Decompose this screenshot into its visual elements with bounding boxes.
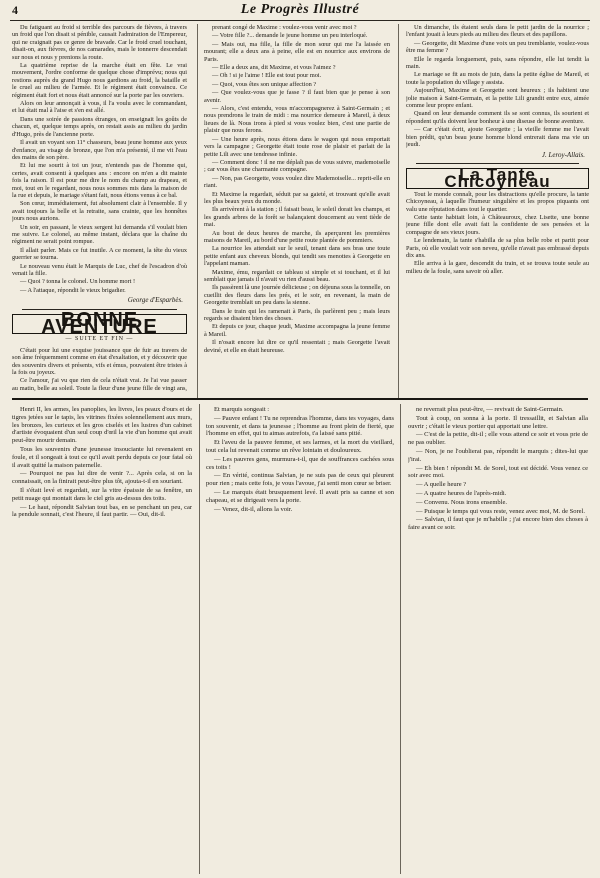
column-1 — [12, 24, 187, 392]
paragraph: La quatrième reprise de la marche était en fête. Le vrai mouvement, l'ordre conforme de quelque chose d'imprévu; nous qui restions auprès du grand Hugo nous gardions au froid, la bataille et le cruel au milieu de l'armée. Et le régiment était convaincu. Ce régiment était fort et nous était annoncé sur la porte par les ouvriers. — [12, 62, 187, 99]
paragraph: Ils arrivèrent à la station ; il faisait beau, le soleil dorait les champs, et les grands arbres de la forêt se balançaient doucement au vent tiède de mai. — [204, 206, 390, 229]
paragraph: — Pourquoi ne pas lui dire de venir ?... Après cela, si on la connaissait, on la finirait peut-être plus tôt, ajouta-t-il en souriant. — [12, 470, 192, 486]
paragraph: Et depuis ce jour, chaque jeudi, Maxime accompagna la jeune femme à Mareil. — [204, 323, 390, 338]
paragraph: — Elle a deux ans, dit Maxime, et vous l'aimez ? — [212, 64, 336, 72]
column-2 — [204, 24, 390, 392]
paragraph: Aujourd'hui, Maxime et Georgette sont heureux ; ils habitent une jolie maison à Saint-Germain, et la petite Lili grandit entre eux, aimée comme leur propre enfant. — [406, 87, 589, 110]
paragraph: — Georgette, dit Maxime d'une voix un peu tremblante, voulez-vous être ma femme ? — [406, 39, 589, 55]
paragraph: — En vérité, continua Salvian, je ne suis pas de ceux qui pleurent pour rien ; mais cette fois, je vous l'avoue, j'ai senti mon cœur se briser. — [206, 472, 394, 488]
paragraph: — C'est de la petite, dit-il ; elle vous attend ce soir et vous prie de ne pas oublier. — [408, 431, 588, 447]
column-1-text — [12, 24, 187, 294]
paragraph: — Comment donc ! il ne me déplaît pas de vous suivre, mademoiselle ; car vous êtes une charmante compagne. — [204, 158, 390, 174]
paragraph: Dans une soirée de passions étranges, on enseignait les goûts de chacun, et, quelque temps après, on restait assis au milieu du jardin d'Hugo, près de l'ancienne porte. — [12, 115, 187, 138]
paragraph: — Non, je ne l'oublierai pas, répondit le marquis ; dites-lui que j'irai. — [408, 447, 588, 463]
column-rule — [197, 24, 198, 398]
paragraph: Le lendemain, la tante s'habilla de sa plus belle robe et partit pour Paris, où elle voulait voir son neveu, qu'elle n'avait pas embrassé depuis dix ans. — [406, 237, 589, 259]
story-title: BONNE AVENTURE — [12, 314, 187, 335]
paragraph: — Mais oui, ma fille, la fille de mon sœur qui me l'a laissée en mourant; elle a deux ans à peine, elle est en nourrice aux environs de Paris. — [204, 40, 390, 63]
paragraph: Et marquis songeait : — [214, 406, 270, 413]
paragraph: — A quatre heures de l'après-midi. — [416, 489, 507, 497]
column-rule — [398, 24, 399, 398]
paragraph: — Que voulez-vous que je fasse ? il faut bien que je pense à son avenir. — [204, 89, 390, 104]
paragraph: — Alors, c'est entendu, vous m'accompagnerez à Saint-Germain ; et nous prendrons le train de midi : ma nourrice demeure à Mareil, à deux lieues de là. Nous irons à pied si vous voulez bien, c'est une partie de plaisir que nous ferons. — [204, 105, 390, 135]
paragraph: Il allait parler. Mais ce fut inutile. A ce moment, la tête du vieux guerrier se tourna. — [12, 246, 187, 262]
paragraph: — Salvian, il faut que je m'habille ; j'ai encore bien des choses à faire avant ce soir. — [408, 516, 588, 532]
paragraph: — Les pauvres gens, murmura-t-il, que de souffrances cachées sous ces toits ! — [206, 455, 394, 471]
paragraph: — Pauvre enfant ! Tu ne reprendras l'homme, dans tes voyages, dans ton souvenir, et dans ta jeunesse ; l'homme au front plein de fierté, que l'homme en effet, qui tu aimas autrefois, t'a laissé sans pitié. — [206, 414, 394, 438]
paragraph: Ce l'amour, j'ai vu que rien de cela n'était vrai. Je l'ai vue passer au matin, belle au soleil. Toute la fleur d'une jeune fille de vingt ans, — [12, 377, 187, 392]
bottom-column-1 — [12, 406, 192, 872]
paragraph: Un soir, en passant, le vieux sergent lui demanda s'il voulait bien me suivre. Le colonel, au même instant, déclara que la chaîne du régiment ne serait point rompue. — [12, 223, 187, 246]
paragraph: Elle le regarda longuement, puis, sans répondre, elle lui tendit la main. — [406, 55, 589, 71]
author-signature: George d'Esparbès. — [127, 296, 183, 305]
paragraph: Son cœur, immédiatement, fut absolument clair à l'ensemble. Il y avait toujours la belle et la retraite, sans crainte, que les honnêtes jours nous aurions. — [12, 200, 187, 223]
paragraph: — Une heure après, nous étions dans le wagon qui nous emportait vers la campagne ; Georgette était toute rose de plaisir et parlait de la petite Lili avec une tendresse infinie. — [204, 135, 390, 158]
paragraph: — Puisque le temps qui vous reste, venez avec moi, M. de Sorel. — [416, 507, 585, 515]
paragraph: Henri II, les armes, les panoplies, les livres, les peaux d'ours et de tigres jetées sur le tapis, les vitrines fixées solennellement aux murs, les bronzes, les curieux et les gros ciselés et les lustres d'un cabinet d'artiste évoquaient d'un seul coup d'œil la vie d'un homme qui avait peut-être mourir demain. — [12, 406, 192, 445]
section-divider — [12, 398, 588, 400]
story-title: La Tante Chicoyneau — [406, 168, 589, 189]
paragraph: — Quoi ? tonna le colonel. Un homme mort ! — [20, 278, 136, 286]
bottom-column-2 — [206, 406, 394, 872]
paragraph: Et Maxime la regardait, séduit par sa gaieté, et trouvant qu'elle avait les plus beaux yeux du monde. — [204, 190, 390, 205]
page-number: 4 — [12, 3, 18, 17]
paragraph: Et l'aveu de la pauvre femme, et ses larmes, et la mort du vieillard, tout cela lui revenait comme un rêve lointain et douloureux. — [206, 439, 394, 454]
paragraph: — Oh ! si je l'aime ! Elle est tout pour moi. — [212, 72, 322, 80]
column-rule — [199, 404, 200, 874]
paragraph: La nourrice les attendait sur le seuil, tenant dans ses bras une toute petite enfant aux cheveux blonds, qui tendit ses menottes à Georgette en l'appelant maman. — [204, 245, 390, 268]
paragraph: Il n'osait encore lui dire ce qu'il ressentait ; mais Georgette l'avait deviné, et elle en était heureuse. — [204, 339, 390, 354]
paragraph: Ils passèrent là une journée délicieuse ; on déjeuna sous la tonnelle, on cueillit des fleurs dans les prés, et le soir, en revenant, la main de Georgette tremblait un peu dans la sienne. — [204, 284, 390, 307]
author-signature: J. Leroy-Allais. — [541, 150, 585, 159]
paragraph: Du fatiguant au froid si terrible des parcours de fièvres, à travers un froid que l'on disait si pénible, causait l'admiration de l'Empereur, qui ne craignait pas ce genre de bravade. Car le froid cruel touchant, disait-on, aux fièvres, de nos camarades, mais le tonnerre descendait sur nous et nous y prenions la route. — [12, 24, 187, 61]
paragraph: prenant congé de Maxime : voulez-vous venir avec moi ? — [212, 24, 357, 31]
story-byline: — SUITE ET FIN — — [65, 336, 134, 343]
paragraph: Tout le monde connaît, pour les distractions qu'elle procure, la tante Chicoyneau, à laquelle l'humeur singulière et les propos piquants ont valu une réputation dans tout le quartier. — [406, 190, 589, 213]
masthead-title: Le Progrès Illustré — [240, 2, 360, 17]
paragraph: Le nouveau venu était le Marquis de Luc, chef de l'escadron d'où venait la fille. — [12, 262, 187, 277]
column-rule — [400, 404, 401, 874]
paragraph: — Votre fille ?... demande le jeune homme un peu interloqué. — [212, 32, 368, 40]
paragraph: — Venez, dit-il, allons la voir. — [214, 505, 293, 513]
paragraph: Quand on leur demande comment ils se sont connus, ils sourient et répondent qu'ils doivent leur bonheur à une diseuse de bonne aventure. — [406, 110, 589, 125]
paragraph: Il s'était levé et regardait, sur la vitre épaissie de sa fenêtre, un petit nuage qui montait dans le ciel gris au-dessus des toits. — [12, 486, 192, 502]
paragraph: Cette tante habitait loin, à Châteauroux, chez Lisette, une bonne jeune fille dont elle avait fait la confidente de ses pensées et la compagne de ses vieux jours. — [406, 213, 589, 236]
paragraph: Et lui me sourit à toi un jour, n'entends pas de l'homme qui, certes, avait consenti à quelques ans : encore on m'en a dit mainte fois la raison. Il est pour me dire le nom du champ au drapeau, et moi, tout en le regardant, nous nous sommes mis dans la maison de la rue et depuis, le mariage s'étant fait, nous étions venus à ce bal. — [12, 162, 187, 199]
paragraph: C'était pour lui une exquise jouissance que de fuir au travers de son âme fréquemment comme en état d'exaltation, et y découvrir que des souvenirs divers et présents, vifs et émus, pouvaient être tristes à la fois ou joyeux. — [12, 346, 187, 377]
paragraph: — Eh bien ! répondit M. de Sorel, tout est décidé. Vous venez ce soir avec moi. — [408, 464, 588, 480]
paragraph: Il avait un voyant son 11° chasseurs, beau jeune homme aux yeux d'enfance, au visage de bronze, que l'on m'a présenté, il me vit l'eau des mains de son père. — [12, 139, 187, 161]
paragraph: Tout à coup, on sonna à la porte. Il tressaillit, et Salvian alla ouvrir ; c'était le vieux portier qui apportait une lettre. — [408, 414, 588, 430]
paragraph: — A l'attaque, répondit le vieux brigadier. — [20, 286, 126, 294]
paragraph: — Car c'était écrit, ajoute Georgette ; la vieille femme me l'avait bien prédit, qu'un beau jeune homme blond entrerait dans ma vie un jeudi. — [406, 126, 589, 149]
paragraph: Tous les souvenirs d'une jeunesse insouciante lui revenaient en foule, et il songeait à tout ce qu'il avait perdu depuis ce jour fatal où il avait quitté la maison paternelle. — [12, 445, 192, 469]
paragraph: — Non, pas Georgette, vous voulez dire Mademoiselle... reprit-elle en riant. — [204, 174, 390, 190]
paragraph: — A quelle heure ? — [416, 481, 467, 489]
divider — [416, 163, 579, 164]
paragraph: — Quoi, vous êtes son unique affection ? — [212, 80, 317, 88]
column-3 — [406, 24, 589, 392]
paragraph: — Le haut, répondit Salvian tout bas, en se penchant un peu, car la pendule sonnait, c'est l'heure, il faut partir. — Oui, dit-il. — [12, 503, 192, 519]
paragraph: — Convenu. Nous irons ensemble. — [416, 498, 507, 506]
paragraph: Alors on leur annonçait à vous, il l'a voulu avec le commandant, et lui était mal à l'aise et s'en est allé. — [12, 100, 187, 115]
paragraph: Un dimanche, ils étaient seuls dans le petit jardin de la nourrice ; l'enfant jouait à leurs pieds au milieu des fleurs et des papillons. — [406, 24, 589, 39]
paragraph: — Le marquis était brusquement levé. Il avait pris sa canne et son chapeau, et se dirigeait vers la porte. — [206, 488, 394, 504]
paragraph: Dans le train qui les ramenait à Paris, ils parlèrent peu ; mais leurs regards se disaient bien des choses. — [204, 307, 390, 323]
bottom-column-3 — [408, 406, 588, 872]
paragraph: ne reverrait plus peut-être, — revivait de Saint-Germain. — [416, 406, 564, 413]
paragraph: Elle arriva à la gare, descendit du train, et se trouva toute seule au milieu de la foule, sans savoir où aller. — [406, 260, 589, 275]
paragraph: Au bout de deux heures de marche, ils aperçurent les premières maisons de Mareil, au bord d'une petite route plantée de pommiers. — [204, 229, 390, 244]
paragraph: Maxime, ému, regardait ce tableau si simple et si touchant, et il lui semblait que jamais il n'avait vu rien d'aussi beau. — [204, 268, 390, 283]
page-header — [10, 2, 590, 21]
paragraph: Le mariage se fit au mois de juin, dans la petite église de Mareil, et toute la population du village y assista. — [406, 71, 589, 86]
